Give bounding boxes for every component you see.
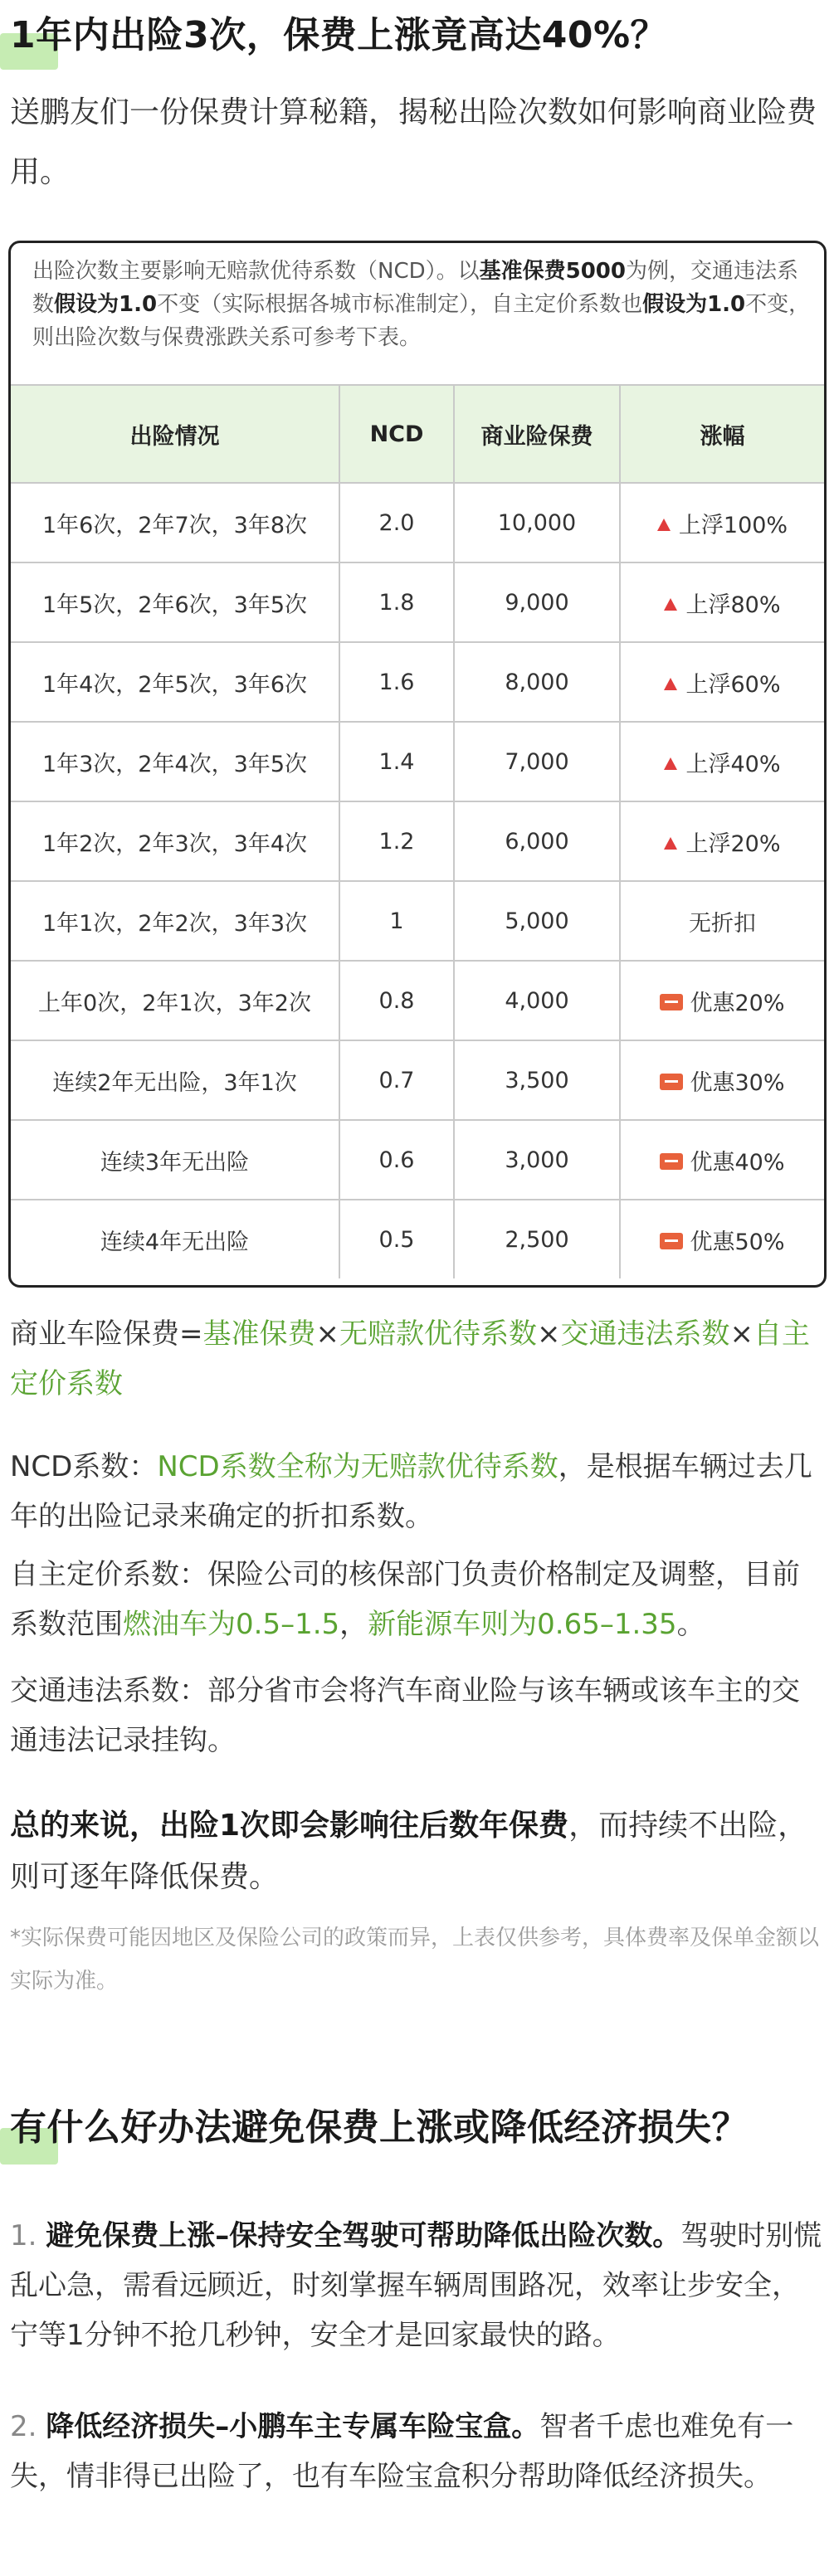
cell-cond: 1年6次，2年7次，3年8次 [11,483,339,562]
table-header-row [11,385,824,483]
cell-ncd: 1 [339,881,454,961]
tip-2: 2. 降低经济损失–小鹏车主专属车险宝盒。智者千虑也难免有一失，情非得已出险了，也有车险宝盒积分帮助降低经济损失。 [10,2410,794,2493]
section-title: 有什么好办法避免保费上涨或降低经济损失？ [10,2106,749,2149]
change-label: 无折扣 [689,910,756,937]
up-triangle-icon [664,837,677,850]
table-row [11,483,824,562]
cell-cond: 连续3年无出险 [11,1120,339,1200]
cell-premium: 10,000 [454,483,620,562]
up-triangle-icon [657,519,671,531]
cell-cond: 连续4年无出险 [11,1200,339,1278]
table-row [11,722,824,801]
table-row [11,1040,824,1120]
table-row [11,881,824,961]
cell-premium: 3,000 [454,1120,620,1200]
cell-cond: 1年1次，2年2次，3年3次 [11,881,339,961]
cell-change [620,722,824,801]
discount-tag-icon [660,994,683,1010]
cell-ncd: 1.8 [339,562,454,642]
change-label: 上浮20% [685,830,781,857]
discount-tag-icon [660,1074,683,1090]
summary: 总的来说，出险1次即会影响往后数年保费，而持续不出险，则可逐年降低保费。 [10,1809,808,1894]
card-intro: 出险次数主要影响无赔款优待系数（NCD）。以基准保费5000为例，交通违法系数假设为1.0不变（实际根据各城市标准制定），自主定价系数也假设为1.0不变，则出险次数与保费涨跌关系可参考下表。 [32,259,811,350]
cell-ncd: 1.2 [339,801,454,881]
change-label: 上浮100% [678,512,788,538]
change-label: 上浮60% [685,671,781,698]
change-label: 优惠40% [690,1149,785,1176]
page-title: 1年内出险3次，保费上涨竟高达40%？ [10,14,668,56]
cell-change [620,1200,824,1278]
table-row [11,1200,824,1278]
self-pricing-definition: 自主定价系数：保险公司的核保部门负责价格制定及调整，目前系数范围燃油车为0.5–1.5，新能源车则为0.65–1.35。 [10,1558,800,1641]
header-cell: 涨幅 [620,385,824,483]
cell-change [620,881,824,961]
table-row [11,961,824,1040]
cell-change [620,801,824,881]
traffic-definition: 交通违法系数：部分省市会将汽车商业险与该车辆或该车主的交通违法记录挂钩。 [10,1674,800,1757]
tip-1: 1. 避免保费上涨–保持安全驾驶可帮助降低出险次数。驾驶时别慌乱心急，需看远顾近，时刻掌握车辆周围路况，效率让步安全，宁等1分钟不抢几秒钟，安全才是回家最快的路。 [10,2219,822,2352]
cell-ncd: 0.7 [339,1040,454,1120]
cell-cond: 上年0次，2年1次，3年2次 [11,961,339,1040]
cell-premium: 8,000 [454,642,620,722]
disclaimer-note: *实际保费可能因地区及保险公司的政策而异，上表仅供参考，具体费率及保单金额以实际为准。 [10,1926,820,1994]
cell-change [620,483,824,562]
cell-premium: 4,000 [454,961,620,1040]
cell-change [620,562,824,642]
table-row [11,642,824,722]
change-label: 优惠20% [690,990,785,1016]
cell-premium: 2,500 [454,1200,620,1278]
change-label: 优惠30% [690,1069,785,1096]
cell-cond: 1年5次，2年6次，3年5次 [11,562,339,642]
cell-premium: 9,000 [454,562,620,642]
cell-cond: 1年4次，2年5次，3年6次 [11,642,339,722]
cell-change [620,1120,824,1200]
cell-premium: 6,000 [454,801,620,881]
header-cell: 商业险保费 [454,385,620,483]
change-label: 优惠50% [690,1229,785,1255]
cell-cond: 1年3次，2年4次，3年5次 [11,722,339,801]
cell-premium: 7,000 [454,722,620,801]
cell-ncd: 0.8 [339,961,454,1040]
cell-cond: 1年2次，2年3次，3年4次 [11,801,339,881]
cell-ncd: 1.4 [339,722,454,801]
cell-ncd: 2.0 [339,483,454,562]
table-row [11,801,824,881]
premium-formula: 商业车险保费=基准保费×无赔款优待系数×交通违法系数×自主定价系数 [10,1317,810,1400]
table-row [11,1120,824,1200]
table-row [11,562,824,642]
cell-change [620,1040,824,1120]
header-cell: NCD [339,385,454,483]
cell-ncd: 0.5 [339,1200,454,1278]
ncd-card [8,241,827,1288]
change-label: 上浮80% [685,592,781,618]
cell-premium: 5,000 [454,881,620,961]
cell-ncd: 0.6 [339,1120,454,1200]
discount-tag-icon [660,1153,683,1170]
up-triangle-icon [664,678,677,690]
header-cell: 出险情况 [11,385,339,483]
change-label: 上浮40% [685,751,781,777]
cell-change [620,642,824,722]
ncd-definition: NCD系数：NCD系数全称为无赔款优待系数，是根据车辆过去几年的出险记录来确定的折扣系数。 [10,1450,812,1533]
cell-cond: 连续2年无出险，3年1次 [11,1040,339,1120]
cell-change [620,961,824,1040]
subtitle: 送鹏友们一份保费计算秘籍，揭秘出险次数如何影响商业险费用。 [10,95,817,189]
discount-tag-icon [660,1233,683,1249]
up-triangle-icon [664,757,677,770]
cell-ncd: 1.6 [339,642,454,722]
up-triangle-icon [664,598,677,611]
cell-premium: 3,500 [454,1040,620,1120]
ncd-table [11,384,824,1278]
